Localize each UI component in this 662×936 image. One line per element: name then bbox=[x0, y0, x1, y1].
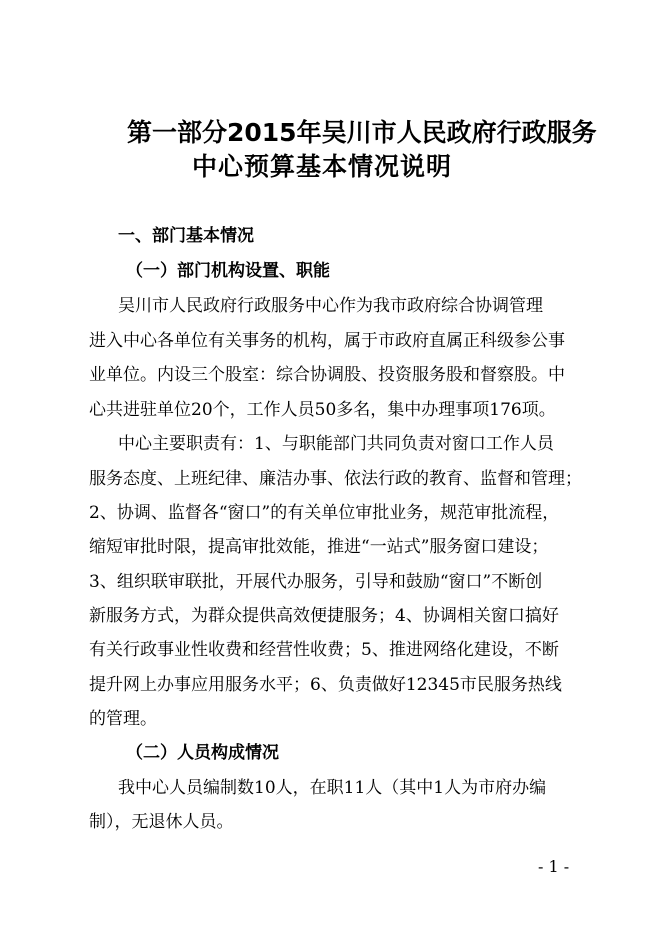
document-title-line-1: 第一部分2015年吴川市人民政府行政服务 bbox=[127, 118, 597, 147]
paragraph-line: 中心主要职责有：1、与职能部门共同负责对窗口工作人员 bbox=[118, 434, 554, 454]
paragraph-line: 3、组织联审联批，开展代办服务，引导和鼓励“窗口”不断创 bbox=[89, 572, 543, 592]
subsection-heading-staff: （二）人员构成情况 bbox=[126, 743, 279, 763]
paragraph-line: 服务态度、上班纪律、廉洁办事、依法行政的教育、监督和管理； bbox=[89, 469, 582, 489]
paragraph-line: 新服务方式，为群众提供高效便捷服务；4、协调相关窗口搞好 bbox=[89, 606, 559, 626]
paragraph-line: 提升网上办事应用服务水平；6、负责做好12345市民服务热线 bbox=[89, 675, 562, 695]
paragraph-line: 心共进驻单位20个，工作人员50多名，集中办理事项176项。 bbox=[89, 400, 556, 420]
paragraph-line: 业单位。内设三个股室：综合协调股、投资服务股和督察股。中 bbox=[89, 365, 565, 385]
paragraph-line: 吴川市人民政府行政服务中心作为我市政府综合协调管理 bbox=[118, 296, 543, 316]
paragraph-line: 制），无退休人员。 bbox=[89, 812, 234, 832]
section-heading-basic-info: 一、部门基本情况 bbox=[118, 226, 254, 246]
paragraph-line: 进入中心各单位有关事务的机构，属于市政府直属正科级参公事 bbox=[89, 331, 565, 351]
paragraph-line: 2、协调、监督各“窗口”的有关单位审批业务，规范审批流程， bbox=[89, 503, 560, 523]
document-title-line-2: 中心预算基本情况说明 bbox=[192, 152, 453, 181]
page-number: - 1 - bbox=[538, 857, 570, 876]
subsection-heading-organization: （一）部门机构设置、职能 bbox=[126, 261, 330, 281]
paragraph-line: 的管理。 bbox=[89, 709, 157, 729]
paragraph-line: 缩短审批时限，提高审批效能，推进“一站式”服务窗口建设； bbox=[89, 537, 549, 557]
paragraph-line: 我中心人员编制数10人，在职11人（其中1人为市府办编 bbox=[118, 778, 547, 798]
paragraph-line: 有关行政事业性收费和经营性收费；5、推进网络化建设，不断 bbox=[89, 640, 559, 660]
